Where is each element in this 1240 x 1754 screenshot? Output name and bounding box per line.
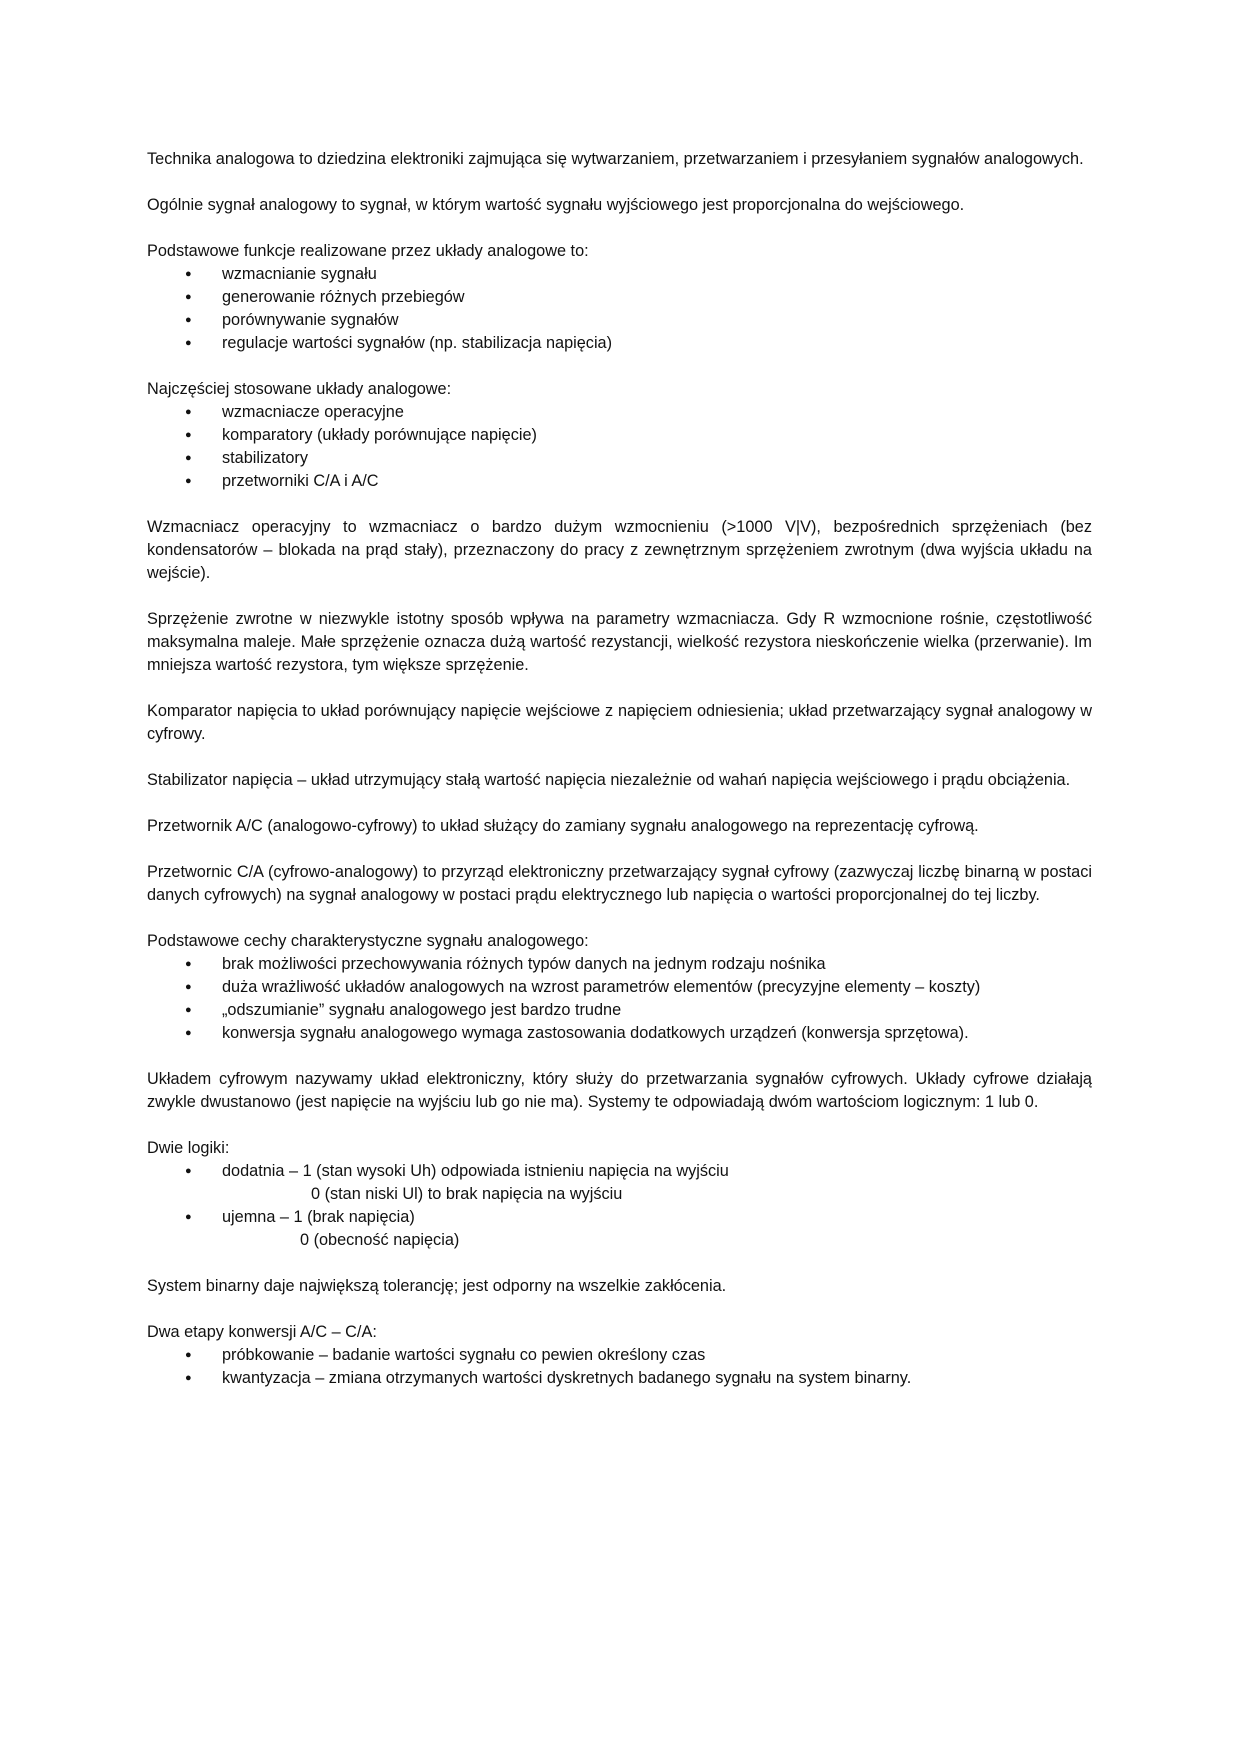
list-item: ● porównywanie sygnałów — [147, 309, 1092, 332]
stages-list — [147, 1344, 1092, 1390]
list-item: ● wzmacnianie sygnału — [147, 263, 1092, 286]
features-heading: Podstawowe cechy charakterystyczne sygnału analogowego: — [147, 932, 589, 950]
negative-logic-zero-line: 0 (obecność napięcia) — [300, 1231, 460, 1249]
list-item: ● przetworniki C/A i A/C — [147, 470, 1092, 493]
features-list — [147, 953, 1092, 1045]
document-body — [147, 148, 1092, 1413]
list-item-negative-logic — [147, 1206, 1092, 1252]
list-item: ● komparatory (układy porównujące napięcie) — [147, 424, 1092, 447]
list-item: ● kwantyzacja – zmiana otrzymanych wartości dyskretnych badanego sygnału na system binarny. — [147, 1367, 1092, 1390]
positive-logic-line: ● dodatnia – 1 (stan wysoki Uh) odpowiada istnieniu napięcia na wyjściu — [222, 1162, 729, 1180]
list-item: ● konwersja sygnału analogowego wymaga zastosowania dodatkowych urządzeń (konwersja sprzętowa). — [147, 1022, 1092, 1045]
paragraph-intro: Technika analogowa to dziedzina elektroniki zajmująca się wytwarzaniem, przetwarzaniem i przesyłaniem sygnałów analogowych. — [147, 150, 1084, 168]
functions-heading: Podstawowe funkcje realizowane przez układy analogowe to: — [147, 242, 589, 260]
paragraph-stabilizer: Stabilizator napięcia – układ utrzymujący stałą wartość napięcia niezależnie od wahań napięcia wejściowego i prądu obciążenia. — [147, 771, 1071, 789]
paragraph-dac: Przetwornic C/A (cyfrowo-analogowy) to przyrząd elektroniczny przetwarzający sygnał cyfrowy (zazwyczaj liczbę binarną w postaci danych cyfrowych) na sygnał analogowy w postaci prądu elektrycznego lub napięcia o wartości proporcjonalnej do tej liczby. — [147, 863, 1092, 904]
list-item: ● „odszumianie” sygnału analogowego jest bardzo trudne — [147, 999, 1092, 1022]
negative-logic-line: ● ujemna – 1 (brak napięcia) — [222, 1208, 415, 1226]
list-item: ● generowanie różnych przebiegów — [147, 286, 1092, 309]
list-item: ● stabilizatory — [147, 447, 1092, 470]
list-item: ● próbkowanie – badanie wartości sygnału co pewien określony czas — [147, 1344, 1092, 1367]
list-item: ● brak możliwości przechowywania różnych typów danych na jednym rodzaju nośnika — [147, 953, 1092, 976]
list-item: ● regulacje wartości sygnałów (np. stabilizacja napięcia) — [147, 332, 1092, 355]
list-item: ● wzmacniacze operacyjne — [147, 401, 1092, 424]
paragraph-comparator: Komparator napięcia to układ porównujący napięcie wejściowe z napięciem odniesienia; układ przetwarzający sygnał analogowy w cyfrowy. — [147, 702, 1092, 743]
paragraph-op-amp: Wzmacniacz operacyjny to wzmacniacz o bardzo dużym wzmocnieniu (>1000 V|V), bezpośrednich sprzężeniach (bez kondensatorów – blokada na prąd stały), przeznaczony do pracy z zewnętrznym sprzężeniem zwrotnym (dwa wyjścia układu na wejście). — [147, 518, 1092, 582]
paragraph-definition: Ogólnie sygnał analogowy to sygnał, w którym wartość sygnału wyjściowego jest proporcjonalna do wejściowego. — [147, 196, 965, 214]
paragraph-adc: Przetwornik A/C (analogowo-cyfrowy) to układ służący do zamiany sygnału analogowego na reprezentację cyfrową. — [147, 817, 979, 835]
functions-list — [147, 263, 1092, 355]
paragraph-digital: Układem cyfrowym nazywamy układ elektroniczny, który służy do przetwarzania sygnałów cyfrowych. Układy cyfrowe działają zwykle dwustanowo (jest napięcie na wyjściu lub go nie ma). Systemy te odpowiadają dwóm wartościom logicznym: 1 lub 0. — [147, 1070, 1092, 1111]
stages-heading: Dwa etapy konwersji A/C – C/A: — [147, 1323, 377, 1341]
list-item-positive-logic — [147, 1160, 1092, 1206]
list-item: ● duża wrażliwość układów analogowych na wzrost parametrów elementów (precyzyjne elementy – koszty) — [147, 976, 1092, 999]
circuits-list — [147, 401, 1092, 493]
circuits-heading: Najczęściej stosowane układy analogowe: — [147, 380, 452, 398]
positive-logic-zero-line: 0 (stan niski Ul) to brak napięcia na wyjściu — [311, 1185, 623, 1203]
paragraph-binary: System binarny daje największą tolerancję; jest odporny na wszelkie zakłócenia. — [147, 1277, 727, 1295]
logic-list — [147, 1160, 1092, 1252]
paragraph-feedback: Sprzężenie zwrotne w niezwykle istotny sposób wpływa na parametry wzmacniacza. Gdy R wzmocnione rośnie, częstotliwość maksymalna maleje. Małe sprzężenie oznacza dużą wartość rezystancji, wielkość rezystora nieskończenie wielka (przerwanie). Im mniejsza wartość rezystora, tym większe sprzężenie. — [147, 610, 1092, 674]
logic-heading: Dwie logiki: — [147, 1139, 230, 1157]
